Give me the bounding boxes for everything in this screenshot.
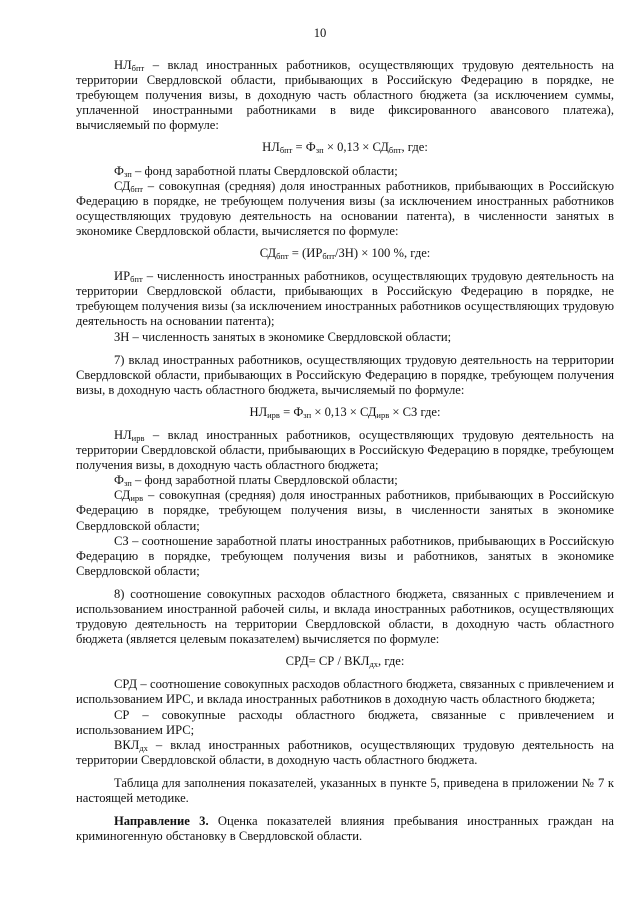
subscript: бпт <box>279 145 293 156</box>
text-run: , где: <box>378 654 405 669</box>
subscript: бпт <box>322 251 335 262</box>
paragraph <box>76 587 614 647</box>
text-run: НЛ <box>114 427 132 442</box>
paragraph <box>76 677 614 707</box>
text-run: × 0,13 × СД <box>311 404 377 419</box>
paragraph <box>76 269 614 329</box>
formula <box>76 140 614 155</box>
formula <box>76 246 614 261</box>
text-run: – вклад иностранных работников, осуществляющих трудовую деятельность на территории Свердловской области, в доходную часть областного бюджета. <box>76 737 614 767</box>
text-run: Таблица для заполнения показателей, указанных в пункте 5, приведена в приложении № 7 к настоящей методике. <box>76 775 614 806</box>
text-run: СР – совокупные расходы областного бюджета, связанные с привлечением и использованием ИРС; <box>76 707 614 737</box>
text-run: = Ф <box>292 140 316 155</box>
text-run: – фонд заработной платы Свердловской области; <box>131 473 398 488</box>
text-run: = Ф <box>279 404 304 419</box>
text-run: /ЗН) × 100 %, где: <box>334 246 431 261</box>
text-run: × СЗ где: <box>389 404 441 419</box>
paragraph <box>76 488 614 533</box>
text-run: 8) соотношение совокупных расходов областного бюджета, связанных с привлечением и использованием иностранной рабочей силы, и вклада иностранных работников, осуществляющих трудовую деятельность на территории Свердловской области, в доходную часть областного бюджета (является целевым показателем) вычисляется по формуле: <box>76 586 614 647</box>
text-run: НЛ <box>249 404 268 419</box>
text-run: – совокупная (средняя) доля иностранных работников, прибывающих в Российскую Федерацию в порядке, требующем получения визы, в численности занятых в экономике Свердловской области; <box>76 488 614 533</box>
subscript: бпт <box>131 63 145 73</box>
page-number: 10 <box>313 26 327 40</box>
document-body <box>76 58 614 844</box>
text-run: – фонд заработной платы Свердловской области; <box>131 163 398 178</box>
paragraph <box>76 738 614 768</box>
text-run: СД <box>114 488 131 503</box>
text-run: – вклад иностранных работников, осуществляющих трудовую деятельность на территории Свердловской области, прибывающих в Российскую Федерацию в порядке, не требующем получения визы, в доходную часть областного бюджета (за исключением суммы, уплаченной иностранными работниками в виде фиксированного авансового платежа), вычисляемый по формуле: <box>76 58 614 133</box>
subscript: бпт <box>130 274 143 285</box>
text-run: СРД= СР / ВКЛ <box>285 654 370 669</box>
text-run: = (ИР <box>288 246 323 261</box>
subscript: ирв <box>131 432 145 443</box>
text-run: 7) вклад иностранных работников, осуществляющих трудовую деятельность на территории Свердловской области, прибывающих в Российскую Федерацию в порядке, требующем получения визы, в доходную часть областного бюджета, вычисляемый по формуле: <box>76 352 614 397</box>
paragraph <box>76 708 614 738</box>
paragraph <box>76 428 614 473</box>
text-run: НЛ <box>262 140 280 155</box>
subscript: зп <box>315 145 324 156</box>
text-run: ИР <box>114 269 131 284</box>
subscript: бпт <box>130 183 143 194</box>
text-run: ЗН – численность занятых в экономике Свердловской области; <box>114 329 452 344</box>
text-run: Ф <box>114 473 124 488</box>
paragraph <box>76 776 614 806</box>
text-run: – совокупная (средняя) доля иностранных работников, прибывающих в Российскую Федерацию в порядке, не требующем получения визы (за исключением иностранных работников осуществляющих трудовую деятельность на основании патента), в численности занятых в экономике Свердловской области, вычисляется по формуле: <box>76 178 614 238</box>
text-run: НЛ <box>114 58 132 72</box>
text-run: СД <box>114 178 131 193</box>
text-run: – численность иностранных работников, осуществляющих трудовую деятельность на территории Свердловской области, прибывающих в Российскую Федерацию в порядке, не требующем получения визы (за исключением иностранных работников осуществляющих трудовую деятельность на основании патента); <box>76 269 614 329</box>
formula <box>76 654 614 669</box>
paragraph <box>76 534 614 579</box>
text-run: Ф <box>114 163 124 178</box>
section-heading: Направление 3. <box>114 814 209 829</box>
subscript: бпт <box>388 145 402 156</box>
subscript: ирв <box>376 409 390 420</box>
text-run: СРД – соотношение совокупных расходов областного бюджета, связанных с привлечением и использованием ИРС, и вклада иностранных работников в доходную часть областного бюджета; <box>76 677 614 707</box>
subscript: зп <box>123 168 132 179</box>
text-run: ВКЛ <box>114 737 140 752</box>
text-run: СД <box>259 246 277 261</box>
subscript: зп <box>123 478 132 489</box>
text-run: – вклад иностранных работников, осуществляющих трудовую деятельность на территории Свердловской области, прибывающих в Российскую Федерацию в порядке, требующем получения визы, в доходную часть областного бюджета; <box>76 427 614 473</box>
paragraph <box>76 353 614 398</box>
paragraph <box>76 330 614 345</box>
text-run: × 0,13 × СД <box>323 140 389 155</box>
subscript: дх <box>139 742 148 753</box>
paragraph <box>76 814 614 844</box>
text-run: СЗ – соотношение заработной платы иностранных работников, прибывающих в Российскую Федерацию в порядке, требующем получения визы и работников, занятых в экономике Свердловской области; <box>76 533 614 578</box>
subscript: зп <box>303 409 312 420</box>
text-run: Оценка показателей влияния пребывания иностранных граждан на криминогенную обстановку в Свердловской области. <box>76 814 614 844</box>
subscript: дх <box>369 659 379 670</box>
subscript: ирв <box>130 493 144 504</box>
paragraph <box>76 473 614 488</box>
formula <box>76 405 614 420</box>
paragraph <box>76 179 614 239</box>
subscript: бпт <box>276 251 289 262</box>
subscript: ирв <box>267 409 280 420</box>
paragraph <box>76 58 614 133</box>
paragraph <box>76 164 614 179</box>
text-run: , где: <box>401 140 428 155</box>
